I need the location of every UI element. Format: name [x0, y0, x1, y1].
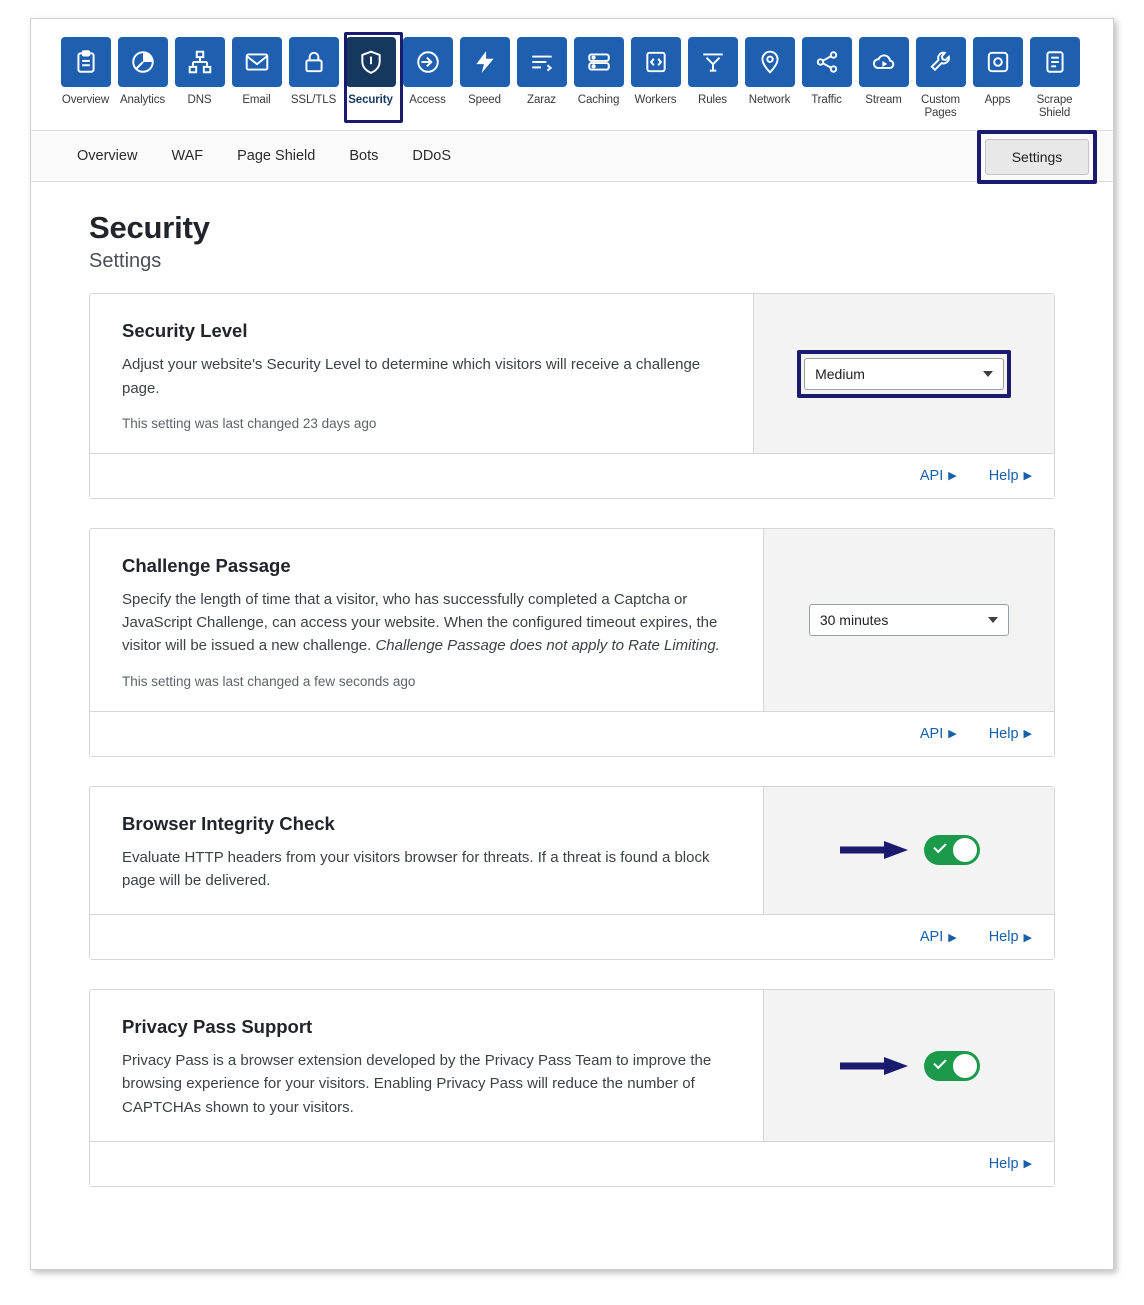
nav-item-access[interactable]: [399, 37, 456, 107]
chevron-right-icon: ▶: [948, 728, 957, 741]
nav-label: Scrape Shield: [1036, 94, 1073, 120]
chevron-right-icon: ▶: [1023, 1158, 1032, 1171]
card-footer: [90, 711, 1054, 756]
card-last-changed: This setting was last changed a few seconds ago: [122, 673, 416, 689]
share-nodes-icon: [802, 37, 852, 87]
card-control-area: [764, 787, 1054, 915]
chevron-right-icon: ▶: [948, 931, 957, 944]
pointer-arrow-icon: [838, 839, 910, 861]
nav-item-traffic[interactable]: [798, 37, 855, 107]
document-icon: [1030, 37, 1080, 87]
funnel-icon: [688, 37, 738, 87]
subnav-item-overview[interactable]: Overview: [77, 148, 138, 165]
nav-item-ssl-tls[interactable]: [285, 37, 342, 107]
code-brackets-icon: [631, 37, 681, 87]
card-browser-integrity-check: [89, 786, 1055, 961]
api-link[interactable]: [920, 726, 957, 742]
nav-label: Speed: [468, 94, 501, 106]
help-link-label: Help: [988, 929, 1019, 946]
card-body: [90, 990, 1054, 1141]
security-subnav: [31, 130, 1113, 182]
nav-label: Rules: [698, 94, 727, 106]
check-icon: [933, 1055, 946, 1068]
security-level-select[interactable]: [804, 358, 1004, 390]
card-description: [122, 588, 735, 658]
security-level-select-wrap: [804, 358, 1004, 390]
card-footer: [90, 453, 1054, 498]
toggle-row: [838, 1051, 980, 1081]
api-link-label: API: [919, 725, 944, 742]
card-title: Privacy Pass Support: [122, 1016, 313, 1038]
pointer-arrow-icon: [838, 1055, 910, 1077]
api-link-label: API: [919, 467, 944, 484]
nav-label: Workers: [634, 94, 677, 106]
nav-label: Stream: [865, 94, 902, 106]
help-link-label: Help: [988, 725, 1019, 742]
nav-item-overview[interactable]: [57, 37, 114, 107]
nav-item-analytics[interactable]: [114, 37, 171, 107]
card-description: Adjust your website's Security Level to determine which visitors will receive a challenge page.: [122, 356, 701, 397]
help-link[interactable]: [989, 468, 1032, 484]
nav-label: Caching: [577, 94, 620, 106]
shield-icon: [346, 37, 396, 87]
map-pin-icon: [745, 37, 795, 87]
card-challenge-passage: [89, 528, 1055, 757]
pie-chart-icon: [118, 37, 168, 87]
card-text-area: [90, 529, 764, 711]
nav-item-rules[interactable]: [684, 37, 741, 107]
card-text-area: [90, 294, 754, 453]
nav-label: Analytics: [119, 94, 166, 106]
card-description-main: Specify the length of time that a visitor, who has successfully completed a Captcha or JavaScript Challenge, can access your website. When the configured timeout expires, the visitor will be issued a new challenge.: [122, 590, 718, 655]
nav-item-workers[interactable]: [627, 37, 684, 107]
help-link[interactable]: [989, 929, 1032, 945]
nav-label: Traffic: [811, 94, 842, 106]
wrench-icon: [916, 37, 966, 87]
clipboard-icon: [61, 37, 111, 87]
card-footer: [90, 1141, 1054, 1186]
nav-item-dns[interactable]: [171, 37, 228, 107]
chevron-right-icon: ▶: [1023, 931, 1032, 944]
nav-label: Zaraz: [527, 94, 556, 106]
nav-item-security[interactable]: [342, 37, 399, 107]
layers-lines-icon: [517, 37, 567, 87]
nav-item-stream[interactable]: [855, 37, 912, 107]
nav-label: SSL/TLS: [290, 94, 337, 106]
card-body: [90, 787, 1054, 915]
card-control-area: [754, 294, 1054, 453]
settings-button[interactable]: Settings: [985, 139, 1089, 175]
card-text-area: [90, 787, 764, 915]
nav-item-speed[interactable]: [456, 37, 513, 107]
subnav-item-bots[interactable]: Bots: [349, 148, 379, 165]
page-title: Security: [89, 210, 210, 246]
card-footer: [90, 914, 1054, 959]
page-subtitle: Settings: [89, 250, 162, 273]
cloud-play-icon: [859, 37, 909, 87]
nav-item-caching[interactable]: [570, 37, 627, 107]
nav-label: Network: [748, 94, 791, 106]
subnav-item-ddos[interactable]: DDoS: [412, 148, 452, 165]
nav-label: Apps: [984, 94, 1011, 106]
card-control-area: [764, 990, 1054, 1141]
privacy-pass-toggle[interactable]: [924, 1051, 980, 1081]
help-link-label: Help: [988, 1155, 1019, 1172]
chevron-right-icon: ▶: [948, 470, 957, 483]
database-icon: [574, 37, 624, 87]
card-last-changed: This setting was last changed 23 days ago: [122, 415, 377, 431]
card-title: Browser Integrity Check: [122, 812, 335, 834]
page-header: [31, 182, 1113, 273]
card-text-area: [90, 990, 764, 1141]
nav-label: Email: [242, 94, 271, 106]
card-title: Security Level: [122, 320, 248, 342]
check-icon: [933, 840, 946, 853]
api-link[interactable]: [920, 468, 957, 484]
nav-label: DNS: [187, 94, 212, 106]
card-security-level: [89, 293, 1055, 499]
api-link[interactable]: [920, 929, 957, 945]
browser-frame: [30, 18, 1114, 1270]
subnav-item-waf[interactable]: WAF: [171, 148, 204, 165]
card-description: Evaluate HTTP headers from your visitors browser for threats. If a threat is found a block page will be delivered.: [122, 848, 710, 889]
help-link[interactable]: [989, 726, 1032, 742]
card-description-italic: Challenge Passage does not apply to Rate Limiting.: [371, 637, 720, 655]
chevron-down-icon: [988, 617, 998, 623]
sitemap-icon: [175, 37, 225, 87]
envelope-icon: [232, 37, 282, 87]
lightning-bolt-icon: [460, 37, 510, 87]
nav-item-zaraz[interactable]: [513, 37, 570, 107]
card-body: [90, 294, 1054, 453]
nav-label: Custom Pages: [920, 94, 961, 120]
nav-label: Security: [348, 94, 393, 106]
app-square-icon: [973, 37, 1023, 87]
select-value: Medium: [815, 365, 865, 382]
nav-item-network[interactable]: [741, 37, 798, 107]
subnav-item-page-shield[interactable]: Page Shield: [237, 148, 316, 165]
nav-item-custom-pages[interactable]: [912, 37, 969, 120]
login-arrow-icon: [403, 37, 453, 87]
challenge-passage-select[interactable]: [809, 604, 1009, 636]
help-link-label: Help: [988, 467, 1019, 484]
nav-label: Overview: [61, 94, 110, 106]
chevron-down-icon: [983, 371, 993, 377]
toggle-knob: [953, 1054, 977, 1078]
card-body: [90, 529, 1054, 711]
card-privacy-pass-support: [89, 989, 1055, 1187]
nav-item-scrape-shield[interactable]: [1026, 37, 1083, 120]
card-control-area: [764, 529, 1054, 711]
chevron-right-icon: ▶: [1023, 470, 1032, 483]
toggle-row: [838, 835, 980, 865]
chevron-right-icon: ▶: [1023, 728, 1032, 741]
select-value: 30 minutes: [819, 611, 889, 628]
toggle-knob: [953, 838, 977, 862]
lock-icon: [289, 37, 339, 87]
nav-label: Access: [409, 94, 446, 106]
api-link-label: API: [919, 929, 944, 946]
browser-integrity-toggle[interactable]: [924, 835, 980, 865]
product-icon-nav: [31, 19, 1113, 130]
nav-item-email[interactable]: [228, 37, 285, 107]
card-description: Privacy Pass is a browser extension developed by the Privacy Pass Team to improve the browsing experience for your visitors. Enabling Privacy Pass will reduce the number of CAPTCHAs shown to your visitors.: [122, 1052, 712, 1116]
help-link[interactable]: [989, 1156, 1032, 1172]
settings-card-list: [31, 273, 1113, 1187]
nav-item-apps[interactable]: [969, 37, 1026, 107]
card-title: Challenge Passage: [122, 554, 291, 576]
